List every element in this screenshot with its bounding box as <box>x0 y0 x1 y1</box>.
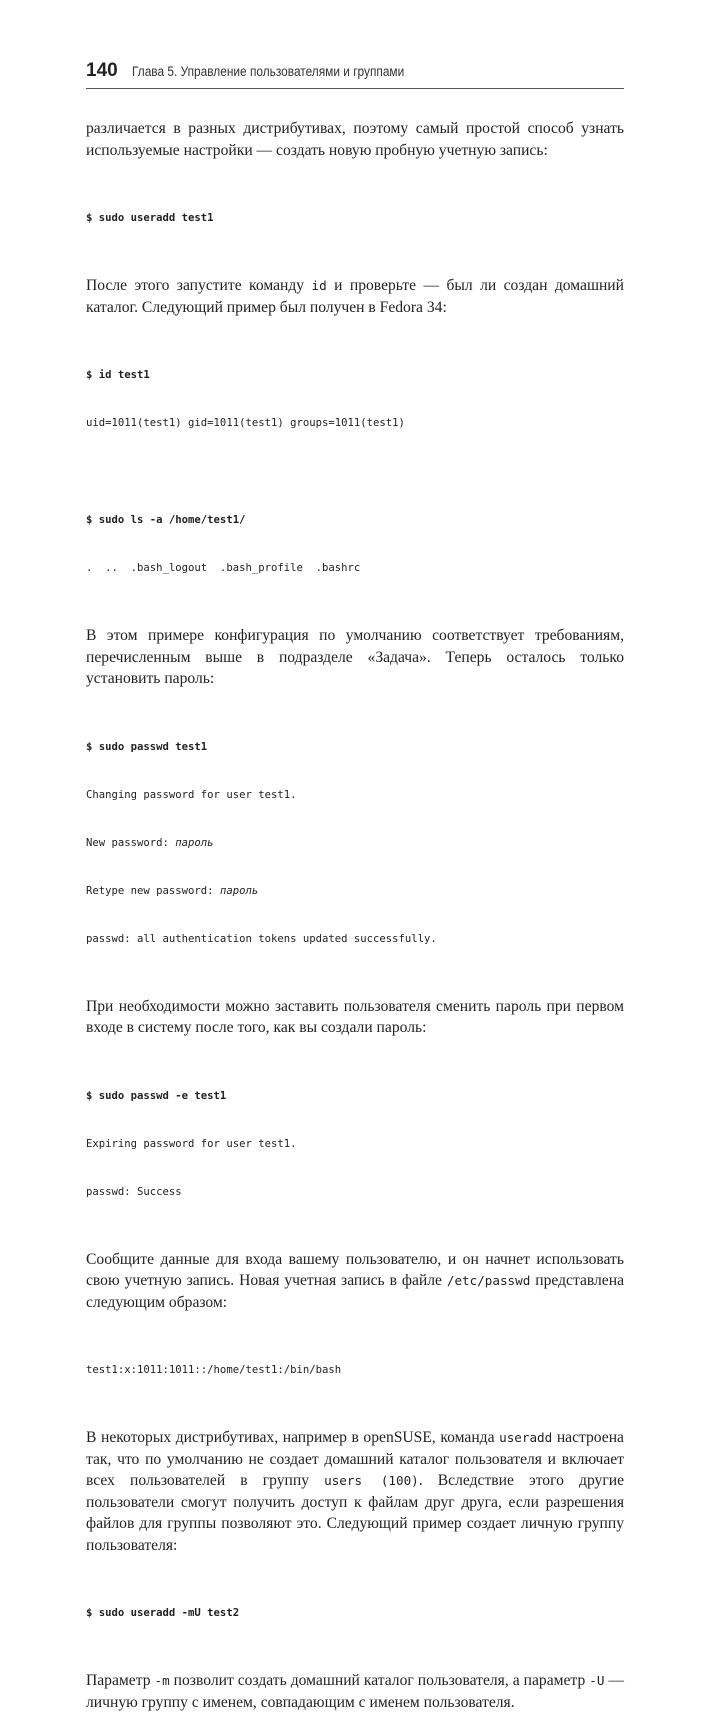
paragraph-4: При необходимости можно заставить пользователя сменить пароль при первом входе в систему после того, как вы создали пароль: <box>86 997 624 1036</box>
chapter-title: Глава 5. Управление пользователями и группами <box>131 64 404 79</box>
inline-code: id <box>311 278 327 293</box>
code-command: $ sudo useradd test1 <box>86 212 214 224</box>
paragraph-5: Сообщите данные для входа вашему пользователю, и он начнет использовать свою учетную запись. Новая учетная запись в файле /etc/passwd представлена следующим образом: <box>86 1250 624 1311</box>
code-block-passwd <box>86 707 624 979</box>
code-block-id <box>86 335 624 463</box>
inline-code: -U <box>589 1673 605 1688</box>
page-number: 140 <box>86 60 118 81</box>
code-output: uid=1011(test1) gid=1011(test1) groups=1011(test1) <box>86 417 405 429</box>
page-body <box>86 118 624 1730</box>
placeholder-text: пароль <box>219 884 259 897</box>
code-command: $ sudo passwd test1 <box>86 740 208 753</box>
paragraph-2: После этого запустите команду id и проверьте — был ли создан домашний каталог. Следующий пример был получен в Fedora 34: <box>86 277 624 316</box>
placeholder-text: пароль <box>175 836 214 849</box>
paragraph-7: Параметр -m позволит создать домашний каталог пользователя, а параметр -U — личную группу с именем, совпадающим с именем пользователя. <box>86 1672 624 1711</box>
inline-code: /etc/passwd <box>446 1273 531 1288</box>
code-output: Expiring password for user test1. <box>86 1137 297 1150</box>
inline-code: users (100) <box>324 1473 419 1488</box>
code-block-useradd-mu <box>86 1573 624 1653</box>
code-block-passwd-entry <box>86 1330 624 1410</box>
paragraph-3: В этом примере конфигурация по умолчанию соответствует требованиям, перечисленным выше в подразделе «Задача». Теперь осталось только установить пароль: <box>86 627 624 687</box>
code-command: $ id test1 <box>86 369 150 381</box>
inline-code: useradd <box>499 1430 553 1445</box>
code-command: $ sudo ls -a /home/test1/ <box>86 514 246 526</box>
inline-code: -m <box>154 1673 170 1688</box>
code-block-ls <box>86 480 624 608</box>
running-header <box>86 60 624 89</box>
code-command: $ sudo passwd -e test1 <box>86 1089 227 1102</box>
paragraph-1: различается в разных дистрибутивах, поэтому самый простой способ узнать используемые настройки — создать новую пробную учетную запись: <box>86 120 624 159</box>
code-output: passwd: Success <box>86 1185 182 1198</box>
code-command: $ sudo useradd -mU test2 <box>86 1607 240 1619</box>
code-output: Retype new password: пароль <box>86 884 259 897</box>
code-output: . .. .bash_logout .bash_profile .bashrc <box>86 562 361 574</box>
code-block-passwd-expire <box>86 1056 624 1232</box>
code-output: New password: пароль <box>86 836 214 849</box>
code-output: passwd: all authentication tokens updated successfully. <box>86 932 437 945</box>
code-block-useradd <box>86 178 624 258</box>
code-output: test1:x:1011:1011::/home/test1:/bin/bash <box>86 1364 342 1376</box>
paragraph-6: В некоторых дистрибутивах, например в openSUSE, команда useradd настроена так, что по умолчанию не создает домашний каталог пользователя и включает всех пользователей в группу users (100). Вследствие этого другие пользователи смогут получить доступ к файлам друг друга, если разрешения файлов для группы позволяют это. Следующий пример создает личную группу пользователя: <box>86 1429 625 1554</box>
code-output: Changing password for user test1. <box>86 788 297 801</box>
